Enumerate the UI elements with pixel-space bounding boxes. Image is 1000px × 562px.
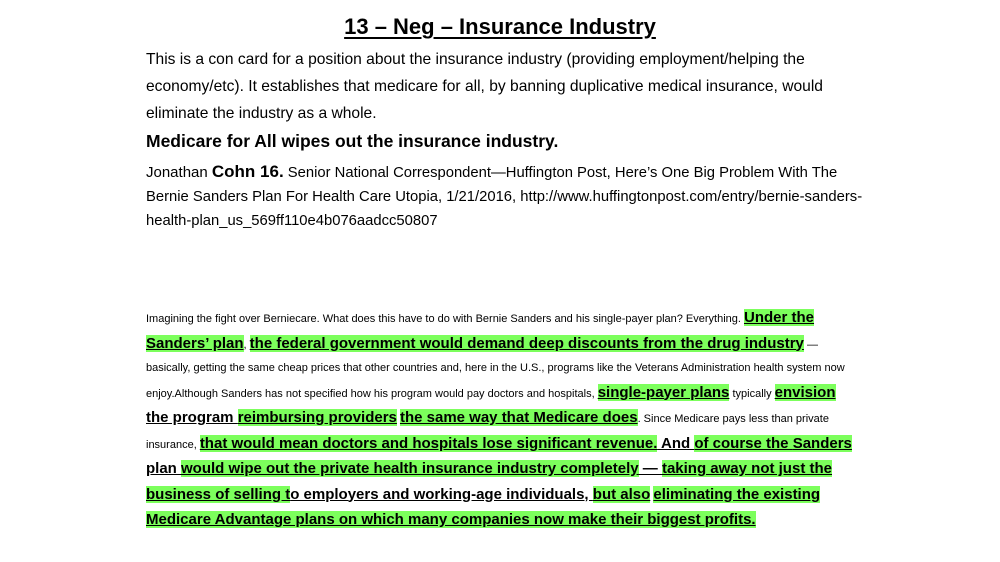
citation-details: Senior National Correspondent—Huffington Post, Here’s One Big Problem With The Bernie Sanders Plan For Health Care Utopia, 1/21/2016, http://www.huffingtonpost.com/entry/bernie-sanders-health-plan_us_569ff110e4b076aadcc50807 <box>146 165 863 229</box>
card-description: This is a con card for a position about the insurance industry (providing employment/helping the economy/etc). It establishes that medicare for all, by banning duplicative medical insurance, would eliminate the industry as a whole. <box>146 51 823 122</box>
card-underline: the program <box>146 409 238 426</box>
card-underline: And <box>657 434 695 452</box>
card-highlight: that would mean doctors and hospitals lose significant revenue. <box>199 434 658 452</box>
card-highlight: but also <box>592 485 651 503</box>
page-title: 13 – Neg – Insurance Industry <box>344 14 656 39</box>
card-underline: — <box>638 460 662 477</box>
card-underline: o employers and working-age individuals, <box>290 485 593 503</box>
card-highlight: eliminating the existing Medicare Advantage plans on which many companies now make their biggest profits. <box>146 485 821 528</box>
citation <box>146 160 866 233</box>
card-text: — basically, getting the same cheap prices that other countries and, here in the U.S., programs like the Veterans Administration health system now enjoy.Although Sanders has not specified how his program would pay doctors and hospitals, <box>146 338 845 400</box>
card-highlight: the same way that Medicare does <box>399 409 638 426</box>
card-highlight: envision <box>774 383 836 401</box>
card-highlight: of course the <box>694 434 793 452</box>
card-underline: plan <box>146 460 182 477</box>
card-highlight: Sanders <box>792 434 852 452</box>
citation-author-first: Jonathan <box>146 164 212 181</box>
citation-author-last: Cohn 16. <box>211 162 284 181</box>
card-highlight: would wipe out the private health insurance industry completely <box>181 460 639 477</box>
card-text: . Since Medicare pays less than private insurance, <box>146 413 829 451</box>
card-highlight: single-payer plans <box>597 383 730 401</box>
card-highlight: taking away not just the business of selling t <box>146 460 832 503</box>
card-highlight: Under the Sanders’ plan <box>146 309 815 352</box>
card-highlight: reimbursing providers <box>237 409 397 426</box>
card-highlight: the federal government would demand deep discounts from the drug industry <box>249 334 804 352</box>
card-text: Imagining the fight over Berniecare. What does this have to do with Bernie Sanders and his single-payer plan? Everything. <box>146 313 745 325</box>
card-tag: Medicare for All wipes out the insurance industry. <box>146 131 559 151</box>
card-text: typically <box>729 387 775 400</box>
card-evidence <box>146 306 861 534</box>
card-text: , <box>243 338 250 351</box>
